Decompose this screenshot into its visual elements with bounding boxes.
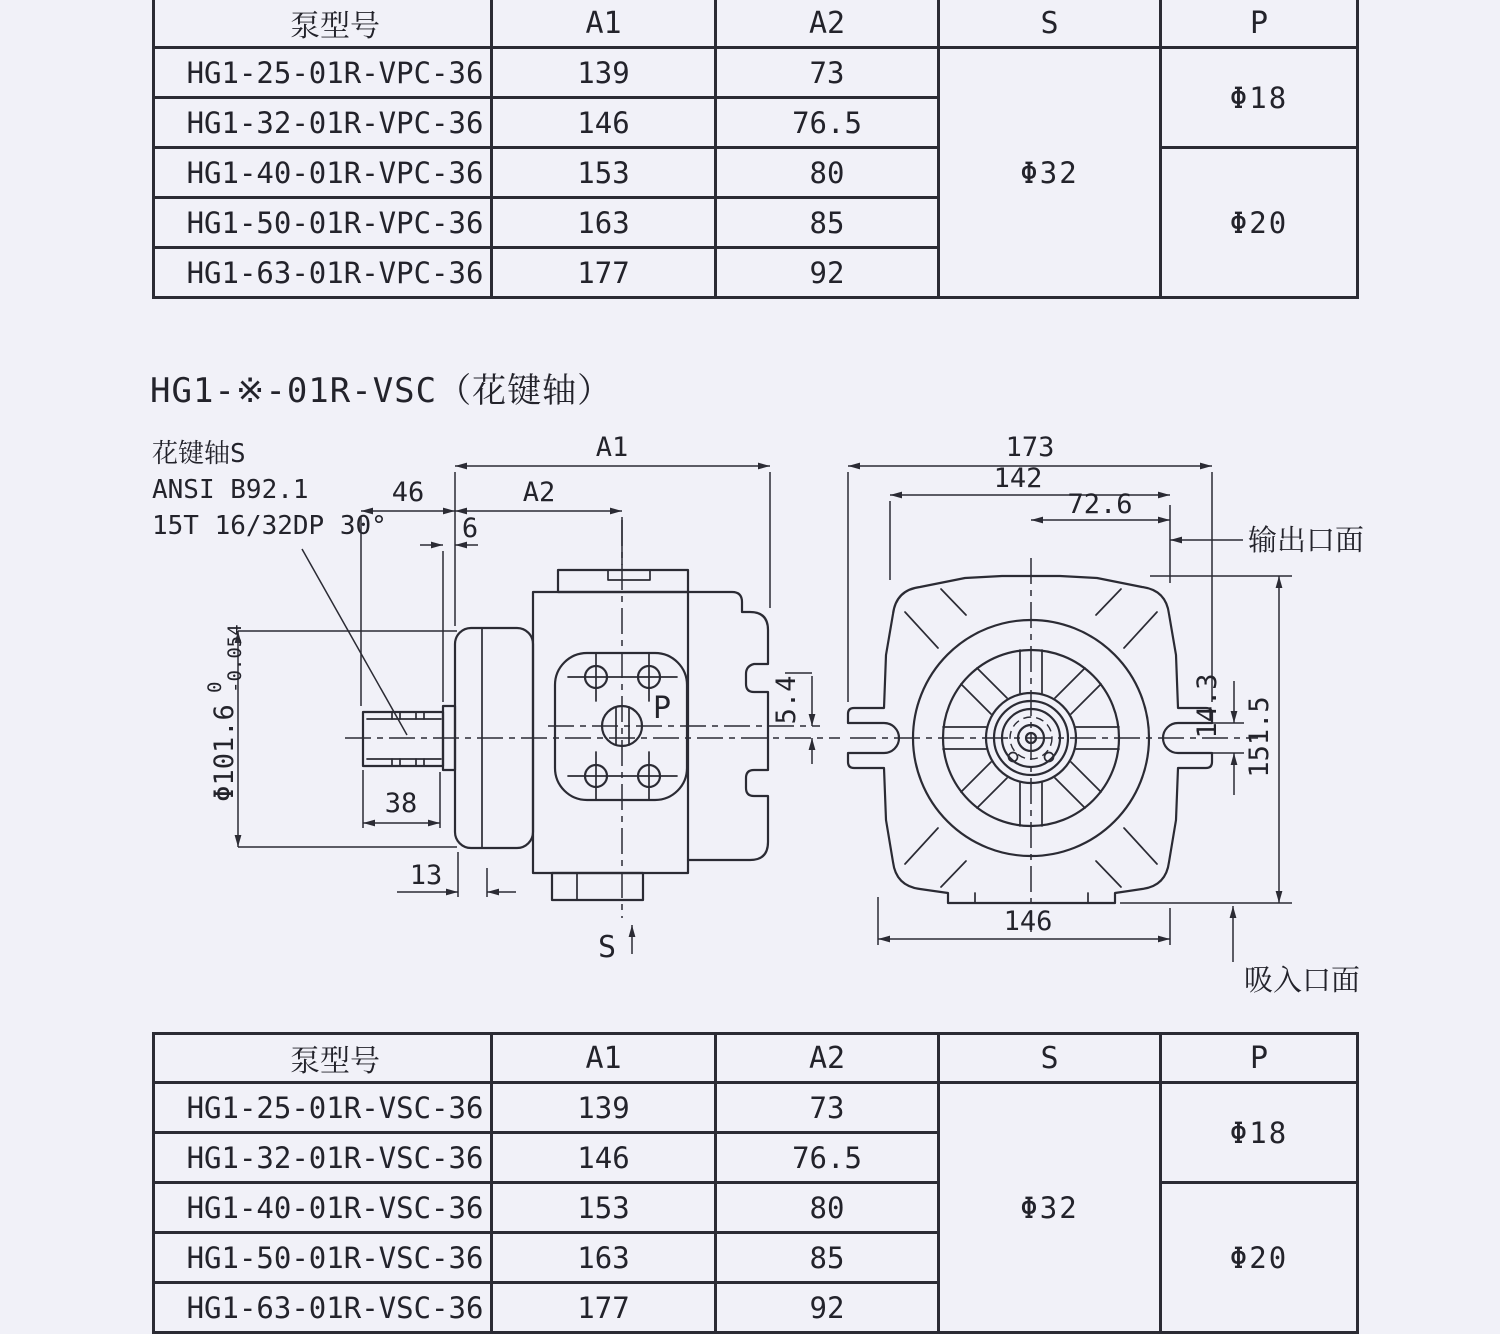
dim-a2: A2 (522, 477, 556, 508)
cell-p-merged-18: Φ18 (1161, 48, 1358, 148)
dim-6: 6 (461, 513, 479, 544)
port-plate (555, 653, 687, 800)
table-row (154, 48, 1358, 98)
col-header-model: 泵型号 (154, 0, 492, 48)
cell-a1: 139 (492, 1083, 716, 1133)
col-header-s: S (939, 1034, 1161, 1083)
col-header-s: S (939, 0, 1161, 48)
cell-a2: 76.5 (716, 1133, 939, 1183)
suction-s-label: S (597, 930, 617, 965)
table-header-row (154, 1034, 1358, 1083)
cell-a2: 73 (716, 48, 939, 98)
cell-s-merged: Φ32 (939, 48, 1161, 298)
cell-a1: 177 (492, 248, 716, 298)
dim-a1: A1 (595, 432, 629, 463)
spline-note-line3: 15T 16/32DP 30° (152, 511, 387, 541)
cell-a2: 76.5 (716, 98, 939, 148)
table-header-row (154, 0, 1358, 48)
cell-a1: 146 (492, 98, 716, 148)
table-row (154, 1083, 1358, 1133)
cell-a2: 73 (716, 1083, 939, 1133)
spline-leader-line (302, 549, 407, 735)
cell-model: HG1-25-01R-VSC-36 (154, 1083, 492, 1133)
pump-size-table-vpc (152, 0, 1359, 299)
col-header-p: P (1161, 0, 1358, 48)
cell-model: HG1-50-01R-VPC-36 (154, 198, 492, 248)
dim-38: 38 (384, 788, 418, 819)
dim-phi101-group (204, 624, 246, 801)
cell-a2: 85 (716, 1233, 939, 1283)
dim-46: 46 (391, 477, 425, 508)
dim-5-4: 5.4 (771, 675, 802, 725)
dim-173: 173 (1005, 432, 1055, 463)
col-header-a2: A2 (716, 0, 939, 48)
dim-13: 13 (409, 860, 443, 891)
cell-p-merged-18: Φ18 (1161, 1083, 1358, 1183)
front-body-outline (848, 576, 1212, 903)
cell-model: HG1-50-01R-VSC-36 (154, 1233, 492, 1283)
cell-p-merged-20: Φ20 (1161, 1183, 1358, 1333)
cell-model: HG1-32-01R-VSC-36 (154, 1133, 492, 1183)
dim-phi101: Φ101.6 (209, 704, 240, 802)
cell-model: HG1-25-01R-VPC-36 (154, 48, 492, 98)
cell-a2: 80 (716, 1183, 939, 1233)
pump-size-table-vsc (152, 1032, 1359, 1334)
dim-146: 146 (1003, 906, 1053, 937)
cell-p-merged-20: Φ20 (1161, 148, 1358, 298)
cell-a2: 92 (716, 248, 939, 298)
cell-a1: 177 (492, 1283, 716, 1333)
cell-a2: 92 (716, 1283, 939, 1333)
dim-151-5: 151.5 (1244, 696, 1275, 778)
output-face-label: 输出口面 (1248, 525, 1365, 557)
section-heading: HG1-※-01R-VSC（花键轴） (150, 371, 613, 411)
col-header-model: 泵型号 (154, 1034, 492, 1083)
dim-142: 142 (993, 463, 1043, 494)
cell-a1: 153 (492, 1183, 716, 1233)
dim-phi101-tol-upper: 0 (204, 681, 226, 693)
col-header-a1: A1 (492, 0, 716, 48)
cell-a2: 80 (716, 148, 939, 198)
cell-model: HG1-40-01R-VPC-36 (154, 148, 492, 198)
front-view-drawing (848, 432, 1364, 997)
col-header-p: P (1161, 1034, 1358, 1083)
cell-a1: 146 (492, 1133, 716, 1183)
cell-a2: 85 (716, 198, 939, 248)
col-header-a2: A2 (716, 1034, 939, 1083)
port-p-label: P (652, 691, 672, 726)
table-row (154, 148, 1358, 198)
cell-model: HG1-32-01R-VPC-36 (154, 98, 492, 148)
col-header-a1: A1 (492, 1034, 716, 1083)
table-row (154, 1183, 1358, 1233)
cell-a1: 153 (492, 148, 716, 198)
dim-14-3: 14.3 (1192, 673, 1223, 739)
cell-model: HG1-63-01R-VSC-36 (154, 1283, 492, 1333)
cell-model: HG1-63-01R-VPC-36 (154, 248, 492, 298)
cell-model: HG1-40-01R-VSC-36 (154, 1183, 492, 1233)
cell-s-merged: Φ32 (939, 1083, 1161, 1333)
dim-72-6: 72.6 (1067, 489, 1133, 520)
dim-phi101-tol-lower: -0.054 (224, 624, 246, 693)
suction-face-label: 吸入口面 (1244, 965, 1361, 997)
spline-note-line2: ANSI B92.1 (152, 475, 309, 505)
pump-body-side (533, 570, 768, 900)
cell-a1: 163 (492, 1233, 716, 1283)
cell-a1: 163 (492, 198, 716, 248)
side-view-drawing (152, 432, 840, 965)
cell-a1: 139 (492, 48, 716, 98)
spline-note-line1: 花键轴S (152, 439, 246, 469)
